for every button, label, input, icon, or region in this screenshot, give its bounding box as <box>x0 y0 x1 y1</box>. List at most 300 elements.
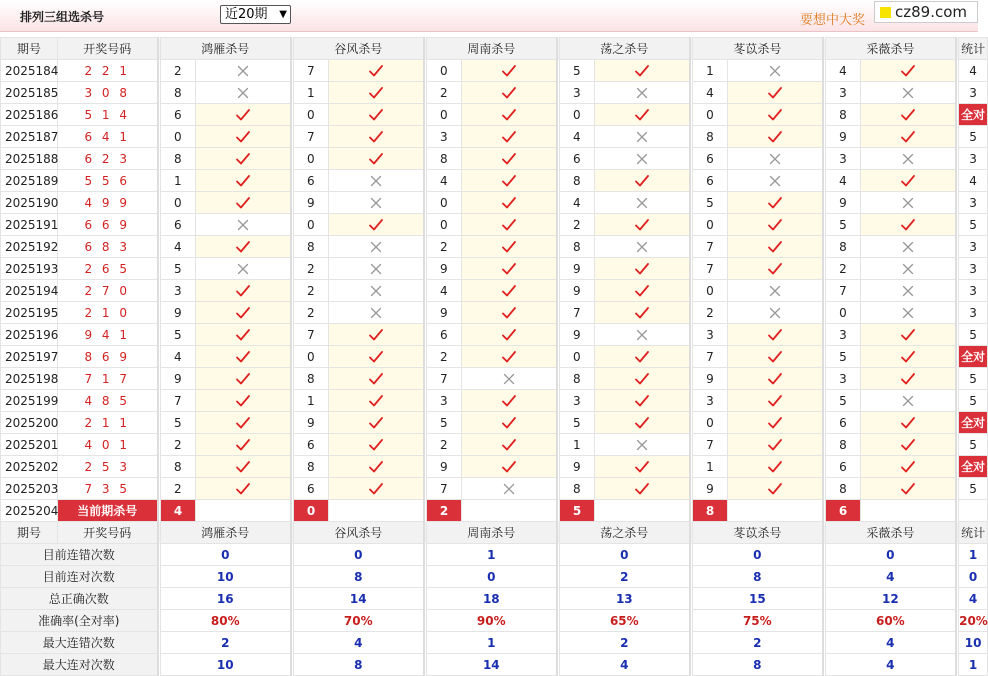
header-expert[interactable]: 周南杀号 <box>427 522 557 544</box>
kill-number-table <box>0 37 988 676</box>
result-mark <box>595 478 690 500</box>
result-mark <box>728 104 823 126</box>
check-icon <box>501 415 517 429</box>
kill-number: 3 <box>427 390 462 412</box>
check-icon <box>368 437 384 451</box>
check-icon <box>900 63 916 77</box>
kill-number: 4 <box>161 346 196 368</box>
kill-number: 9 <box>560 258 595 280</box>
result-mark <box>462 104 557 126</box>
result-mark <box>728 478 823 500</box>
cross-icon <box>767 283 783 297</box>
check-icon <box>368 371 384 385</box>
kill-number: 5 <box>826 214 861 236</box>
header-period: 期号 <box>1 522 58 544</box>
chevron-down-icon: ▼ <box>279 9 287 20</box>
check-icon <box>900 437 916 451</box>
check-icon <box>235 371 251 385</box>
cross-icon <box>368 261 384 275</box>
cross-icon <box>767 173 783 187</box>
kill-number: 5 <box>560 412 595 434</box>
check-icon <box>634 393 650 407</box>
kill-number: 9 <box>427 456 462 478</box>
kill-number: 2 <box>560 214 595 236</box>
period-cell: 2025192 <box>1 236 58 258</box>
cross-icon <box>501 481 517 495</box>
period-cell: 2025194 <box>1 280 58 302</box>
summary-stat: 1 <box>959 654 988 676</box>
summary-value: 1 <box>427 632 557 654</box>
kill-number: 2 <box>294 302 329 324</box>
header-expert[interactable]: 采薇杀号 <box>826 38 956 60</box>
kill-number: 6 <box>294 434 329 456</box>
kill-number: 3 <box>560 82 595 104</box>
kill-number: 9 <box>294 192 329 214</box>
check-icon <box>501 283 517 297</box>
result-mark <box>595 412 690 434</box>
summary-stat: 4 <box>959 588 988 610</box>
header-expert[interactable]: 荡之杀号 <box>560 38 690 60</box>
header-period: 期号 <box>1 38 58 60</box>
result-mark <box>196 478 291 500</box>
stat-count: 4 <box>959 170 988 192</box>
cross-icon <box>634 437 650 451</box>
summary-value: 8 <box>693 566 823 588</box>
check-icon <box>634 107 650 121</box>
result-mark <box>196 126 291 148</box>
kill-number: 3 <box>427 126 462 148</box>
kill-number: 0 <box>294 104 329 126</box>
result-mark <box>861 170 956 192</box>
current-kill-number: 4 <box>161 500 196 522</box>
kill-number: 2 <box>427 236 462 258</box>
result-mark <box>861 148 956 170</box>
check-icon <box>235 195 251 209</box>
result-mark <box>728 126 823 148</box>
summary-stat: 10 <box>959 632 988 654</box>
check-icon <box>634 459 650 473</box>
cross-icon <box>368 305 384 319</box>
kill-number: 3 <box>161 280 196 302</box>
kill-number: 7 <box>294 126 329 148</box>
summary-value: 70% <box>294 610 424 632</box>
check-icon <box>900 327 916 341</box>
check-icon <box>634 173 650 187</box>
result-mark <box>329 60 424 82</box>
empty-cell <box>196 500 291 522</box>
result-mark <box>728 148 823 170</box>
summary-value: 16 <box>161 588 291 610</box>
table-row <box>1 214 988 236</box>
check-icon <box>900 349 916 363</box>
result-mark <box>861 324 956 346</box>
summary-header <box>1 522 988 544</box>
period-cell: 2025195 <box>1 302 58 324</box>
current-kill-label: 当前期杀号 <box>58 500 158 522</box>
kill-number: 2 <box>161 60 196 82</box>
check-icon <box>368 349 384 363</box>
result-mark <box>595 60 690 82</box>
kill-number: 4 <box>560 192 595 214</box>
result-mark <box>861 302 956 324</box>
kill-number: 3 <box>560 390 595 412</box>
check-icon <box>634 217 650 231</box>
all-correct-badge: 全对 <box>959 104 988 126</box>
check-icon <box>767 371 783 385</box>
check-icon <box>235 173 251 187</box>
draw-number: 2 6 5 <box>58 258 158 280</box>
draw-number: 6 4 1 <box>58 126 158 148</box>
header-expert[interactable]: 鸿雁杀号 <box>161 522 291 544</box>
result-mark <box>728 60 823 82</box>
kill-number: 4 <box>693 82 728 104</box>
check-icon <box>368 85 384 99</box>
check-icon <box>235 283 251 297</box>
empty-cell <box>595 500 690 522</box>
period-range-select[interactable] <box>220 5 291 24</box>
header-expert[interactable]: 谷风杀号 <box>294 38 424 60</box>
kill-number: 8 <box>294 456 329 478</box>
header-expert[interactable]: 谷风杀号 <box>294 522 424 544</box>
current-kill-number: 6 <box>826 500 861 522</box>
cross-icon <box>767 305 783 319</box>
table-row <box>1 456 988 478</box>
result-mark <box>595 126 690 148</box>
table-row <box>1 412 988 434</box>
period-cell: 2025191 <box>1 214 58 236</box>
result-mark <box>861 412 956 434</box>
check-icon <box>235 349 251 363</box>
header-stat: 统计 <box>959 522 988 544</box>
result-mark <box>462 192 557 214</box>
check-icon <box>767 129 783 143</box>
kill-number: 5 <box>826 346 861 368</box>
stat-count: 3 <box>959 280 988 302</box>
table-header <box>1 38 988 60</box>
header-expert[interactable]: 苳苡杀号 <box>693 38 823 60</box>
kill-number: 0 <box>693 280 728 302</box>
draw-number: 9 4 1 <box>58 324 158 346</box>
empty-cell <box>959 500 988 522</box>
cross-icon <box>235 217 251 231</box>
check-icon <box>368 107 384 121</box>
result-mark <box>728 302 823 324</box>
result-mark <box>728 390 823 412</box>
summary-value: 0 <box>560 544 690 566</box>
current-kill-number: 0 <box>294 500 329 522</box>
result-mark <box>329 368 424 390</box>
period-cell: 2025196 <box>1 324 58 346</box>
kill-number: 5 <box>161 412 196 434</box>
result-mark <box>462 302 557 324</box>
kill-number: 0 <box>427 104 462 126</box>
result-mark <box>861 192 956 214</box>
header-expert[interactable]: 苳苡杀号 <box>693 522 823 544</box>
kill-number: 5 <box>161 258 196 280</box>
result-mark <box>329 302 424 324</box>
kill-number: 8 <box>427 148 462 170</box>
result-mark <box>861 126 956 148</box>
cross-icon <box>900 393 916 407</box>
summary-value: 10 <box>161 566 291 588</box>
check-icon <box>767 327 783 341</box>
result-mark <box>329 126 424 148</box>
kill-number: 3 <box>826 324 861 346</box>
result-mark <box>861 104 956 126</box>
result-mark <box>329 148 424 170</box>
logo-square-icon <box>880 7 891 18</box>
kill-number: 0 <box>826 302 861 324</box>
site-badge[interactable] <box>874 1 978 23</box>
result-mark <box>861 258 956 280</box>
result-mark <box>595 148 690 170</box>
summary-row <box>1 610 988 632</box>
table-row <box>1 148 988 170</box>
result-mark <box>595 214 690 236</box>
draw-number: 5 5 6 <box>58 170 158 192</box>
period-cell: 2025187 <box>1 126 58 148</box>
check-icon <box>501 327 517 341</box>
stat-count: 3 <box>959 192 988 214</box>
period-cell: 2025201 <box>1 434 58 456</box>
kill-number: 7 <box>427 478 462 500</box>
result-mark <box>728 192 823 214</box>
result-mark <box>728 280 823 302</box>
stat-count: 5 <box>959 126 988 148</box>
empty-cell <box>329 500 424 522</box>
kill-number: 8 <box>560 368 595 390</box>
header-expert[interactable]: 周南杀号 <box>427 38 557 60</box>
kill-number: 8 <box>294 236 329 258</box>
check-icon <box>634 481 650 495</box>
empty-cell <box>728 500 823 522</box>
check-icon <box>767 239 783 253</box>
cross-icon <box>767 151 783 165</box>
summary-value: 60% <box>826 610 956 632</box>
header-expert[interactable]: 荡之杀号 <box>560 522 690 544</box>
check-icon <box>501 85 517 99</box>
result-mark <box>329 434 424 456</box>
kill-number: 3 <box>826 368 861 390</box>
cross-icon <box>368 173 384 187</box>
check-icon <box>767 349 783 363</box>
table-row <box>1 390 988 412</box>
kill-number: 0 <box>693 412 728 434</box>
current-kill-number: 2 <box>427 500 462 522</box>
cross-icon <box>900 283 916 297</box>
check-icon <box>235 151 251 165</box>
summary-row <box>1 566 988 588</box>
check-icon <box>767 261 783 275</box>
summary-stat: 0 <box>959 566 988 588</box>
stat-count: 5 <box>959 434 988 456</box>
top-bar <box>0 0 978 32</box>
draw-number: 2 1 0 <box>58 302 158 324</box>
kill-number: 2 <box>161 478 196 500</box>
kill-number: 6 <box>693 170 728 192</box>
check-icon <box>235 107 251 121</box>
kill-number: 4 <box>826 170 861 192</box>
kill-number: 6 <box>294 478 329 500</box>
summary-value: 13 <box>560 588 690 610</box>
kill-number: 9 <box>161 302 196 324</box>
promo-link[interactable]: 要想中大奖 <box>800 13 866 28</box>
table-row <box>1 104 988 126</box>
draw-number: 2 7 0 <box>58 280 158 302</box>
check-icon <box>235 393 251 407</box>
kill-number: 0 <box>161 126 196 148</box>
period-cell: 2025186 <box>1 104 58 126</box>
period-cell: 2025184 <box>1 60 58 82</box>
result-mark <box>462 214 557 236</box>
summary-value: 4 <box>826 654 956 676</box>
draw-number: 2 5 3 <box>58 456 158 478</box>
kill-number: 9 <box>560 456 595 478</box>
result-mark <box>861 434 956 456</box>
kill-number: 7 <box>161 390 196 412</box>
kill-number: 2 <box>693 302 728 324</box>
result-mark <box>728 346 823 368</box>
summary-label: 目前连错次数 <box>1 544 158 566</box>
cross-icon <box>900 195 916 209</box>
check-icon <box>501 129 517 143</box>
result-mark <box>728 214 823 236</box>
kill-number: 7 <box>826 280 861 302</box>
result-mark <box>861 368 956 390</box>
table-row <box>1 324 988 346</box>
kill-number: 2 <box>294 280 329 302</box>
result-mark <box>595 324 690 346</box>
cross-icon <box>634 195 650 209</box>
draw-number: 4 0 1 <box>58 434 158 456</box>
check-icon <box>501 239 517 253</box>
result-mark <box>728 456 823 478</box>
period-range-value: 近20期 <box>225 7 268 22</box>
cross-icon <box>368 239 384 253</box>
draw-number: 6 6 9 <box>58 214 158 236</box>
check-icon <box>501 173 517 187</box>
kill-number: 7 <box>693 258 728 280</box>
check-icon <box>767 217 783 231</box>
summary-value: 14 <box>427 654 557 676</box>
result-mark <box>462 236 557 258</box>
result-mark <box>462 434 557 456</box>
cross-icon <box>235 63 251 77</box>
summary-value: 4 <box>826 632 956 654</box>
result-mark <box>462 346 557 368</box>
result-mark <box>329 478 424 500</box>
check-icon <box>900 173 916 187</box>
check-icon <box>900 371 916 385</box>
kill-number: 1 <box>693 456 728 478</box>
site-name: cz89.com <box>895 3 968 21</box>
kill-number: 0 <box>427 60 462 82</box>
stat-count: 3 <box>959 236 988 258</box>
summary-value: 10 <box>161 654 291 676</box>
result-mark <box>595 280 690 302</box>
kill-number: 8 <box>826 434 861 456</box>
result-mark <box>329 214 424 236</box>
summary-value: 0 <box>693 544 823 566</box>
kill-number: 9 <box>826 126 861 148</box>
cross-icon <box>900 261 916 275</box>
check-icon <box>900 415 916 429</box>
table-row <box>1 126 988 148</box>
check-icon <box>501 349 517 363</box>
kill-number: 6 <box>161 214 196 236</box>
draw-number: 4 8 5 <box>58 390 158 412</box>
kill-number: 0 <box>294 346 329 368</box>
cross-icon <box>634 129 650 143</box>
kill-number: 7 <box>693 236 728 258</box>
kill-number: 1 <box>693 60 728 82</box>
kill-number: 9 <box>560 324 595 346</box>
result-mark <box>462 368 557 390</box>
draw-number: 5 1 4 <box>58 104 158 126</box>
kill-number: 8 <box>294 368 329 390</box>
summary-value: 14 <box>294 588 424 610</box>
kill-number: 2 <box>427 346 462 368</box>
check-icon <box>900 481 916 495</box>
kill-number: 4 <box>161 236 196 258</box>
check-icon <box>767 459 783 473</box>
result-mark <box>329 192 424 214</box>
result-mark <box>595 456 690 478</box>
kill-number: 3 <box>693 324 728 346</box>
check-icon <box>634 305 650 319</box>
stat-count: 5 <box>959 214 988 236</box>
check-icon <box>501 107 517 121</box>
check-icon <box>368 327 384 341</box>
period-cell: 2025199 <box>1 390 58 412</box>
result-mark <box>728 236 823 258</box>
kill-number: 8 <box>560 478 595 500</box>
check-icon <box>501 305 517 319</box>
kill-number: 4 <box>427 170 462 192</box>
kill-number: 1 <box>294 82 329 104</box>
header-expert[interactable]: 鸿雁杀号 <box>161 38 291 60</box>
period-cell: 2025190 <box>1 192 58 214</box>
kill-number: 9 <box>693 478 728 500</box>
result-mark <box>462 390 557 412</box>
kill-number: 6 <box>693 148 728 170</box>
draw-number: 6 2 3 <box>58 148 158 170</box>
check-icon <box>501 63 517 77</box>
table-row <box>1 258 988 280</box>
check-icon <box>235 415 251 429</box>
kill-number: 2 <box>427 82 462 104</box>
kill-number: 6 <box>826 456 861 478</box>
summary-value: 4 <box>294 632 424 654</box>
empty-cell <box>861 500 956 522</box>
check-icon <box>501 459 517 473</box>
kill-number: 8 <box>560 236 595 258</box>
header-expert[interactable]: 采薇杀号 <box>826 522 956 544</box>
summary-row <box>1 544 988 566</box>
stat-count: 3 <box>959 82 988 104</box>
summary-value: 0 <box>427 566 557 588</box>
result-mark <box>462 324 557 346</box>
cross-icon <box>900 151 916 165</box>
kill-number: 8 <box>826 236 861 258</box>
result-mark <box>728 82 823 104</box>
kill-number: 6 <box>560 148 595 170</box>
draw-number: 6 8 3 <box>58 236 158 258</box>
draw-number: 4 9 9 <box>58 192 158 214</box>
kill-number: 0 <box>294 214 329 236</box>
cross-icon <box>900 239 916 253</box>
kill-number: 3 <box>826 148 861 170</box>
